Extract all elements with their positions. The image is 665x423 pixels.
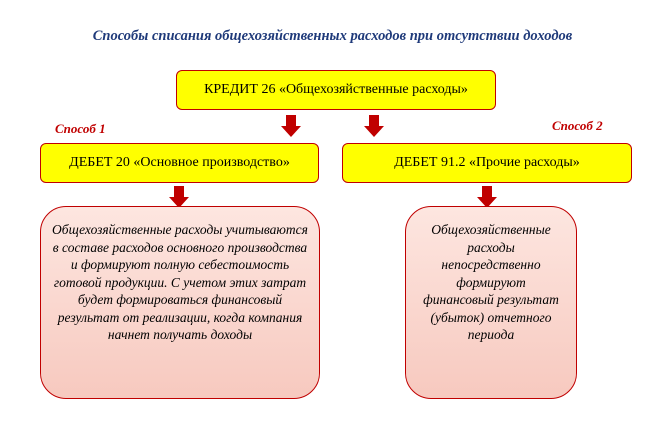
method-2-description-box: [405, 206, 577, 399]
method-1-description-box: [40, 206, 320, 399]
method-1-label: Способ 1: [55, 121, 106, 136]
method-2-description: Общехозяйственные расходы непосредственно формируют финансовый результат (убыток) отчетного периода: [423, 222, 559, 342]
debit-91-2-box: [342, 143, 632, 183]
down-arrow-icon: [477, 186, 497, 208]
method-1-description: Общехозяйственные расходы учитываются в составе расходов основного производства и формируют полную себестоимость готовой продукции. С учетом этих затрат будет формироваться финансовый результат от реализации, когда компания начнет получать доходы: [52, 222, 308, 342]
debit-20-label: ДЕБЕТ 20 «Основное производство»: [69, 155, 290, 170]
down-arrow-icon: [281, 115, 301, 137]
down-arrow-icon: [169, 186, 189, 208]
method-2-label: Способ 2: [552, 118, 603, 133]
debit-20-box: [40, 143, 319, 183]
down-arrow-icon: [364, 115, 384, 137]
credit-26-box: [176, 70, 496, 110]
diagram-title: Способы списания общехозяйственных расходов при отсутствии доходов: [92, 28, 573, 44]
debit-91-2-label: ДЕБЕТ 91.2 «Прочие расходы»: [394, 155, 580, 170]
credit-26-label: КРЕДИТ 26 «Общехозяйственные расходы»: [204, 82, 468, 97]
